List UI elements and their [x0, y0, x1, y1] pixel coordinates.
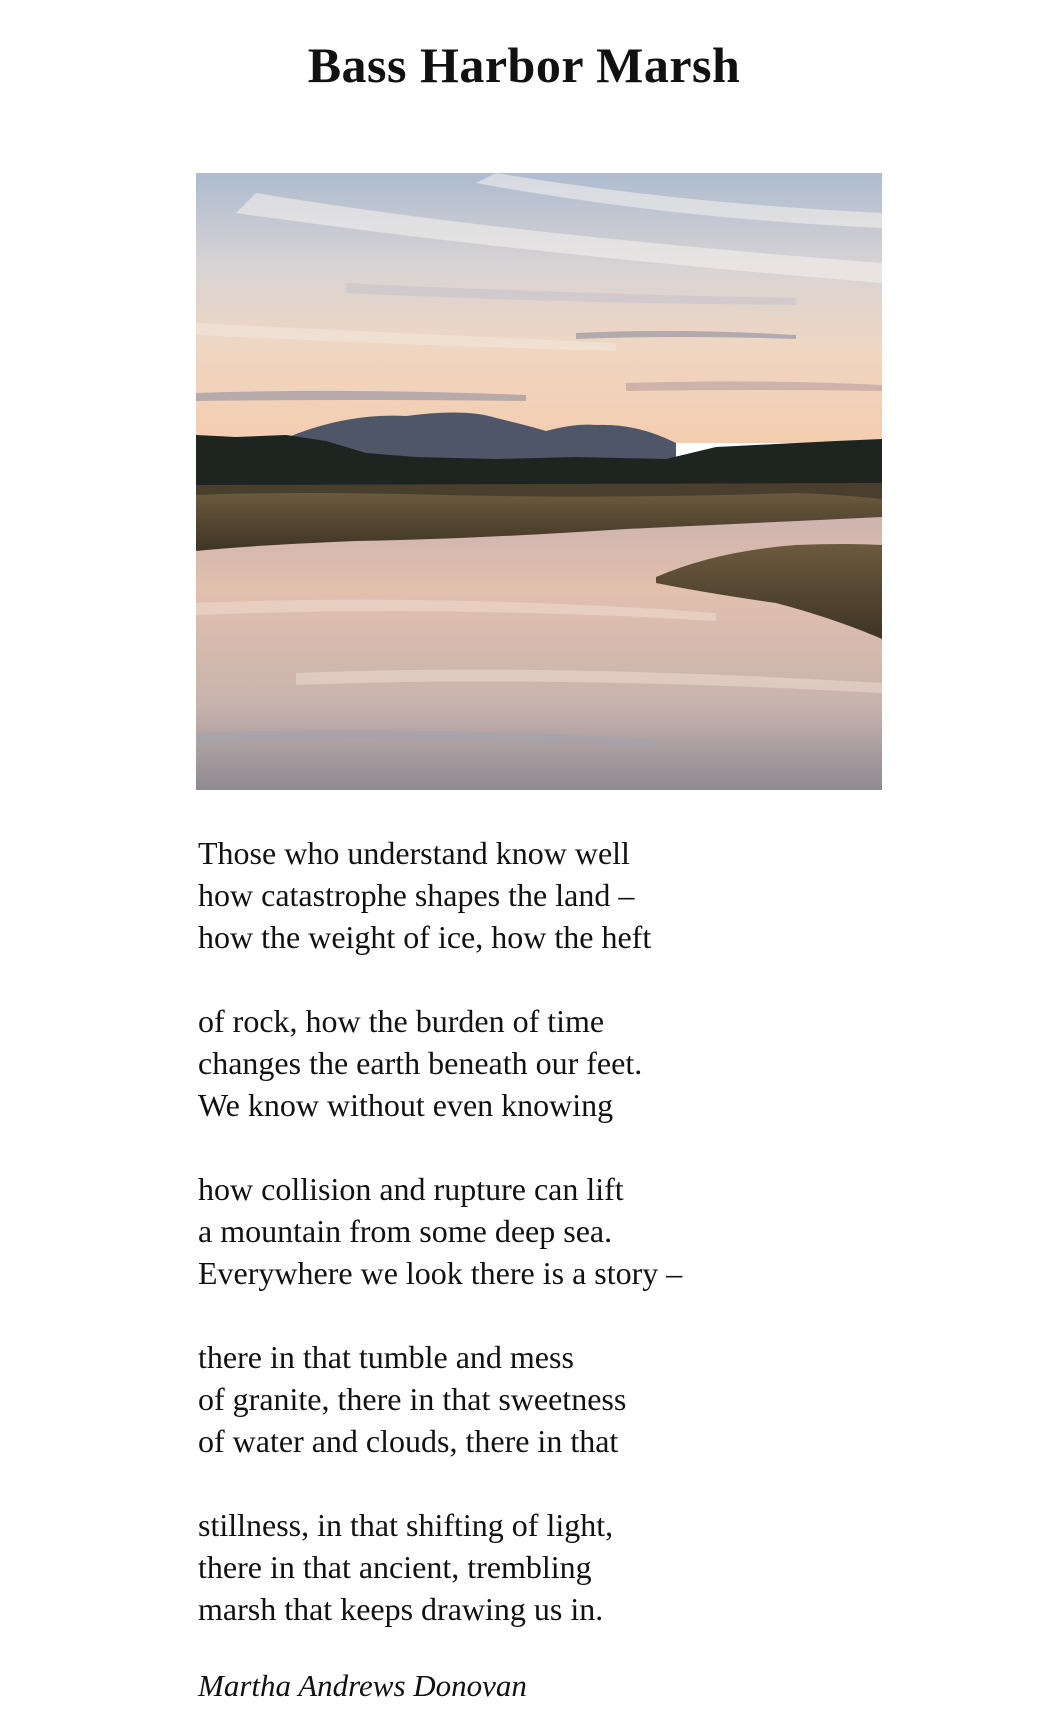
poem-line: stillness, in that shifting of light, — [198, 1507, 614, 1543]
marsh-sunset-photo — [196, 173, 882, 790]
poem-line: a mountain from some deep sea. — [198, 1213, 613, 1249]
author-name: Martha Andrews Donovan — [198, 1668, 527, 1703]
poem-line: how catastrophe shapes the land – — [198, 877, 635, 913]
photo-illustration — [196, 173, 882, 790]
poem-line: Everywhere we look there is a story – — [198, 1255, 683, 1291]
poem-line: there in that ancient, trembling — [198, 1549, 592, 1585]
poem-line: how the weight of ice, how the heft — [198, 919, 652, 955]
page-title: Bass Harbor Marsh — [307, 37, 741, 93]
water — [196, 503, 882, 790]
poem-line: changes the earth beneath our feet. — [198, 1045, 643, 1081]
stanza-3 — [198, 1168, 958, 1294]
poem-line: how collision and rupture can lift — [198, 1171, 624, 1207]
stanza-1 — [198, 832, 958, 958]
poem-body — [198, 832, 958, 1672]
poem-line: of water and clouds, there in that — [198, 1423, 619, 1459]
stanza-5 — [198, 1504, 958, 1630]
stanza-2 — [198, 1000, 958, 1126]
poem-line: Those who understand know well — [198, 835, 630, 871]
poem-line: marsh that keeps drawing us in. — [198, 1591, 604, 1627]
poem-line: of rock, how the burden of time — [198, 1003, 605, 1039]
stanza-4 — [198, 1336, 958, 1462]
poem-line: of granite, there in that sweetness — [198, 1381, 627, 1417]
poem-line: We know without even knowing — [198, 1087, 614, 1123]
poem-line: there in that tumble and mess — [198, 1339, 574, 1375]
